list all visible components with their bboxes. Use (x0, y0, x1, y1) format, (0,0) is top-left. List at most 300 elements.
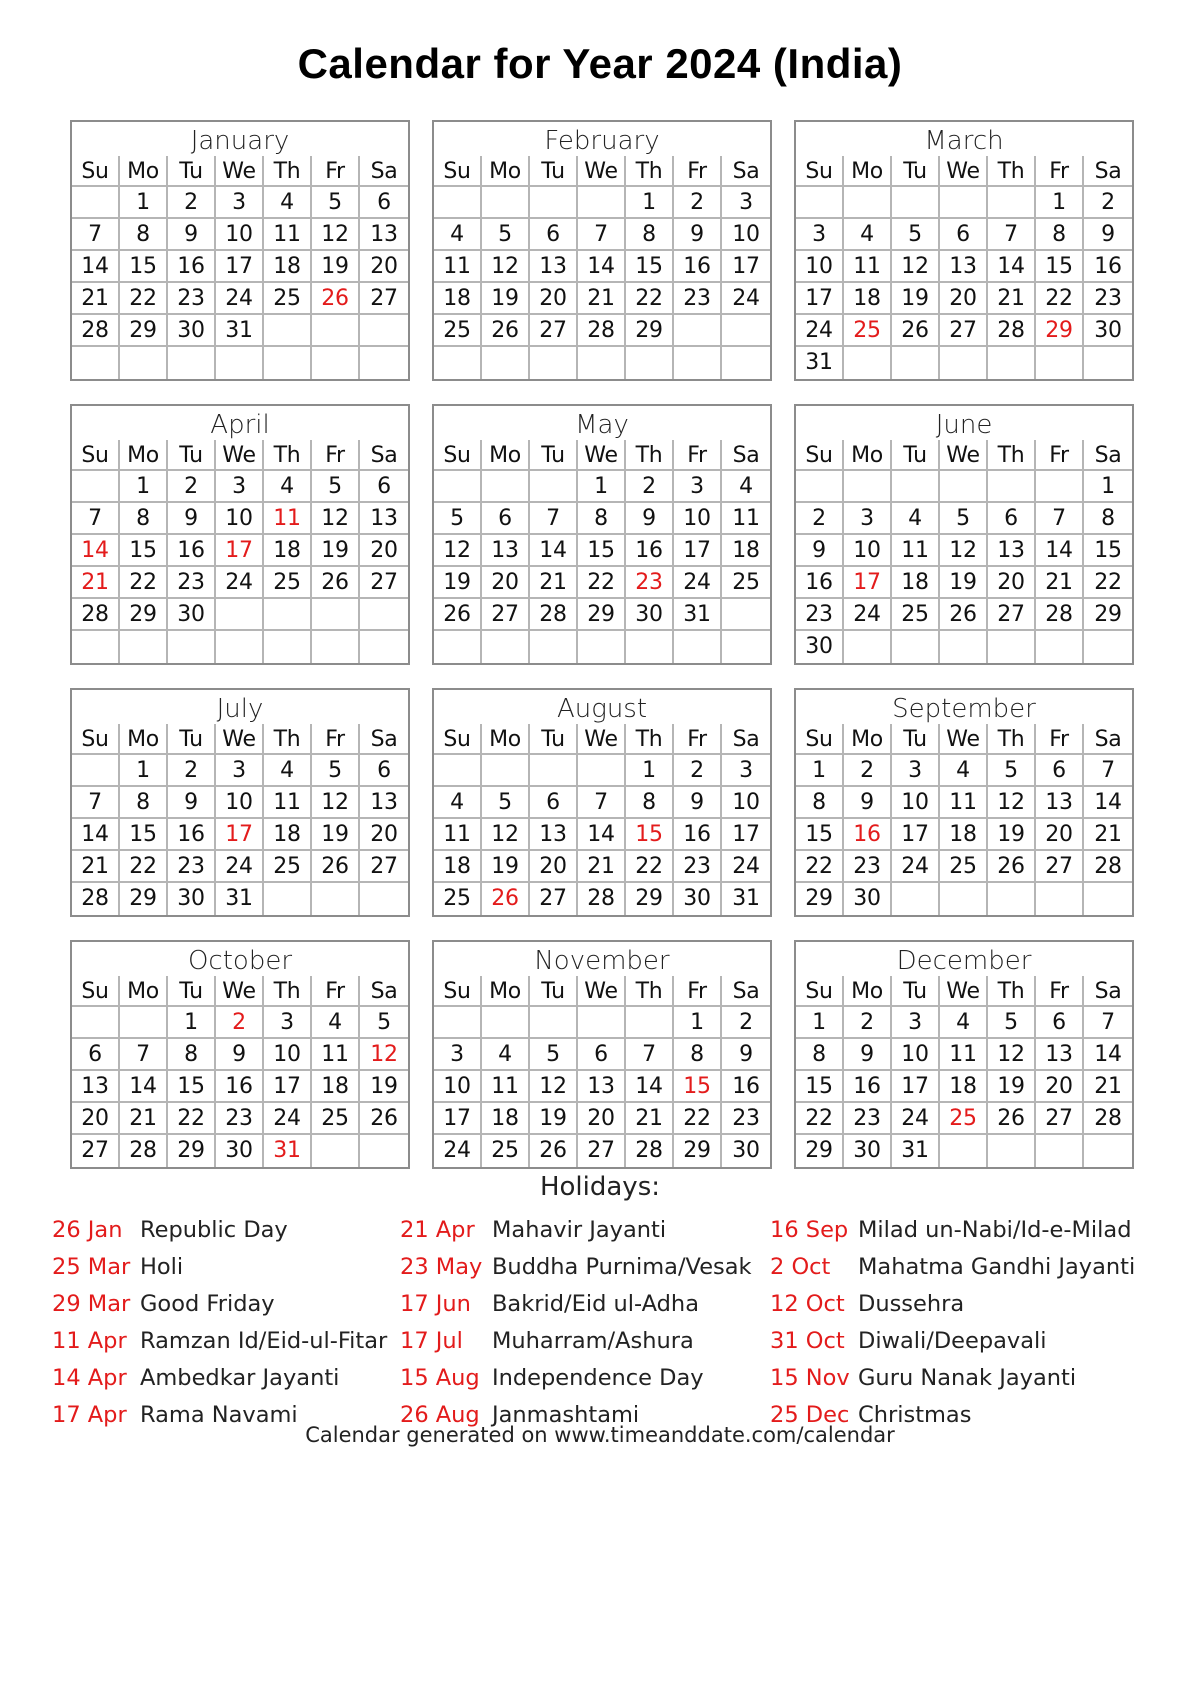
day-cell: 29 (578, 599, 626, 631)
holiday-day-cell: 25 (940, 1103, 988, 1135)
day-cell: 19 (312, 819, 360, 851)
day-cell: 3 (216, 471, 264, 503)
holiday-day-cell: 26 (482, 883, 530, 915)
day-cell: 24 (674, 567, 722, 599)
day-cell: 3 (844, 503, 892, 535)
weekday-header: Tu (530, 156, 578, 187)
holiday-entry (52, 1286, 387, 1323)
empty-cell (120, 631, 168, 663)
day-cell: 23 (796, 599, 844, 631)
holiday-date: 16 Sep (770, 1217, 849, 1243)
day-cell: 8 (626, 219, 674, 251)
weekday-header: Fr (312, 724, 360, 755)
day-cell: 27 (530, 315, 578, 347)
weekday-header: We (940, 976, 988, 1007)
day-cell: 14 (626, 1071, 674, 1103)
weekday-header: Fr (674, 724, 722, 755)
day-cell: 24 (796, 315, 844, 347)
day-cell: 13 (940, 251, 988, 283)
day-cell: 4 (264, 187, 312, 219)
weekday-header: Mo (120, 440, 168, 471)
day-cell: 24 (892, 1103, 940, 1135)
day-cell: 15 (1036, 251, 1084, 283)
day-cell: 10 (796, 251, 844, 283)
day-cell: 5 (530, 1039, 578, 1071)
day-cell: 27 (482, 599, 530, 631)
day-cell: 25 (434, 883, 482, 915)
day-cell: 22 (626, 851, 674, 883)
month-grid (72, 976, 408, 1167)
empty-cell (312, 1135, 360, 1167)
weekday-header: We (216, 156, 264, 187)
weekday-header: Th (626, 976, 674, 1007)
empty-cell (722, 631, 770, 663)
day-cell: 9 (168, 503, 216, 535)
day-cell: 12 (482, 251, 530, 283)
empty-cell (940, 1135, 988, 1167)
empty-cell (264, 315, 312, 347)
weekday-header: Mo (482, 156, 530, 187)
month-name: June (935, 410, 993, 440)
day-cell: 7 (1036, 503, 1084, 535)
day-cell: 19 (892, 283, 940, 315)
day-cell: 2 (168, 471, 216, 503)
day-cell: 21 (530, 567, 578, 599)
weekday-header: Mo (844, 156, 892, 187)
empty-cell (1036, 347, 1084, 379)
day-cell: 10 (892, 787, 940, 819)
holiday-entry (400, 1212, 752, 1249)
weekday-header: Fr (312, 156, 360, 187)
day-cell: 29 (168, 1135, 216, 1167)
holiday-entry (770, 1212, 1135, 1249)
day-cell: 4 (264, 755, 312, 787)
month-grid (434, 976, 770, 1167)
weekday-header: Fr (674, 976, 722, 1007)
day-cell: 28 (72, 315, 120, 347)
month-grid (796, 440, 1132, 663)
day-cell: 20 (360, 535, 408, 567)
empty-cell (264, 631, 312, 663)
empty-cell (940, 471, 988, 503)
day-cell: 10 (216, 787, 264, 819)
holiday-day-cell: 17 (844, 567, 892, 599)
day-cell: 1 (120, 755, 168, 787)
weekday-header: Sa (360, 440, 408, 471)
empty-cell (360, 315, 408, 347)
day-cell: 20 (482, 567, 530, 599)
day-cell: 13 (360, 787, 408, 819)
day-cell: 30 (844, 883, 892, 915)
day-cell: 17 (722, 251, 770, 283)
holiday-date: 12 Oct (770, 1291, 845, 1317)
month-grid (796, 976, 1132, 1167)
day-cell: 30 (168, 599, 216, 631)
weekday-header: Mo (482, 440, 530, 471)
day-cell: 10 (674, 503, 722, 535)
day-cell: 10 (216, 219, 264, 251)
weekday-header: Th (988, 440, 1036, 471)
holiday-entry (52, 1249, 387, 1286)
empty-cell (482, 1007, 530, 1039)
empty-cell (434, 347, 482, 379)
day-cell: 4 (892, 503, 940, 535)
weekday-header: Su (434, 976, 482, 1007)
day-cell: 8 (1036, 219, 1084, 251)
day-cell: 1 (674, 1007, 722, 1039)
day-cell: 18 (312, 1071, 360, 1103)
day-cell: 9 (1084, 219, 1132, 251)
holiday-name: Diwali/Deepavali (858, 1328, 1047, 1354)
day-cell: 25 (722, 567, 770, 599)
weekday-header: Sa (722, 156, 770, 187)
day-cell: 14 (578, 251, 626, 283)
day-cell: 16 (168, 819, 216, 851)
empty-cell (360, 883, 408, 915)
empty-cell (312, 599, 360, 631)
day-cell: 3 (264, 1007, 312, 1039)
weekday-header: Tu (892, 156, 940, 187)
empty-cell (578, 631, 626, 663)
day-cell: 29 (120, 883, 168, 915)
weekday-header: Fr (312, 440, 360, 471)
day-cell: 18 (892, 567, 940, 599)
holiday-day-cell: 17 (216, 819, 264, 851)
holiday-entry (770, 1249, 1135, 1286)
day-cell: 6 (1036, 755, 1084, 787)
day-cell: 29 (1084, 599, 1132, 631)
day-cell: 9 (168, 787, 216, 819)
holiday-name: Holi (140, 1254, 184, 1280)
day-cell: 1 (796, 755, 844, 787)
day-cell: 19 (482, 283, 530, 315)
day-cell: 4 (482, 1039, 530, 1071)
month-grid (434, 156, 770, 379)
day-cell: 28 (72, 599, 120, 631)
day-cell: 8 (168, 1039, 216, 1071)
day-cell: 22 (626, 283, 674, 315)
day-cell: 18 (722, 535, 770, 567)
day-cell: 30 (732, 1138, 760, 1163)
empty-cell (844, 471, 892, 503)
day-cell: 21 (1084, 1071, 1132, 1103)
day-cell: 11 (312, 1039, 360, 1071)
day-cell: 30 (168, 883, 216, 915)
empty-cell (1084, 1135, 1132, 1167)
empty-cell (482, 347, 530, 379)
holiday-date: 17 Jul (400, 1328, 463, 1354)
weekday-header: We (940, 440, 988, 471)
day-cell: 9 (168, 219, 216, 251)
holiday-name: Republic Day (140, 1217, 288, 1243)
holiday-date: 26 Aug (400, 1402, 480, 1428)
month-september (794, 688, 1134, 917)
day-cell: 19 (434, 567, 482, 599)
month-name: April (210, 410, 270, 440)
day-cell: 16 (168, 535, 216, 567)
day-cell: 2 (1084, 187, 1132, 219)
day-cell: 13 (578, 1071, 626, 1103)
month-february (432, 120, 772, 381)
day-cell: 22 (796, 1103, 844, 1135)
day-cell: 24 (216, 851, 264, 883)
month-name: September (892, 694, 1036, 724)
day-cell: 22 (578, 567, 626, 599)
day-cell: 12 (312, 503, 360, 535)
day-cell: 1 (168, 1007, 216, 1039)
day-cell: 8 (578, 503, 626, 535)
day-cell: 4 (722, 471, 770, 503)
day-cell: 9 (844, 787, 892, 819)
day-cell: 18 (264, 251, 312, 283)
holiday-name: Mahavir Jayanti (492, 1217, 667, 1243)
weekday-header: Mo (844, 724, 892, 755)
weekday-header: Th (264, 440, 312, 471)
empty-cell (988, 347, 1036, 379)
day-cell: 3 (216, 755, 264, 787)
day-cell: 14 (988, 251, 1036, 283)
day-cell: 19 (482, 851, 530, 883)
day-cell: 8 (674, 1039, 722, 1071)
weekday-header: Mo (844, 976, 892, 1007)
day-cell: 18 (844, 283, 892, 315)
day-cell: 27 (1036, 851, 1084, 883)
empty-cell (892, 631, 940, 663)
empty-cell (988, 883, 1036, 915)
weekday-header: We (578, 976, 626, 1007)
day-cell: 10 (722, 219, 770, 251)
day-cell: 20 (1036, 1071, 1084, 1103)
day-cell: 14 (1084, 787, 1132, 819)
day-cell: 2 (722, 1007, 770, 1039)
holiday-day-cell: 29 (1036, 315, 1084, 347)
day-cell: 20 (940, 283, 988, 315)
day-cell: 14 (578, 819, 626, 851)
holiday-date: 2 Oct (770, 1254, 831, 1280)
day-cell: 26 (482, 315, 530, 347)
empty-cell (722, 599, 770, 631)
day-cell: 5 (988, 1007, 1036, 1039)
month-grid (72, 440, 408, 663)
holiday-column (770, 1212, 1135, 1434)
weekday-header: Fr (1036, 156, 1084, 187)
day-cell: 22 (1036, 283, 1084, 315)
day-cell: 15 (578, 535, 626, 567)
day-cell: 19 (360, 1071, 408, 1103)
day-cell: 1 (578, 471, 626, 503)
day-cell: 19 (988, 1071, 1036, 1103)
empty-cell (1084, 883, 1132, 915)
day-cell: 4 (940, 1007, 988, 1039)
empty-cell (434, 187, 482, 219)
day-cell: 13 (530, 251, 578, 283)
day-cell: 15 (796, 1071, 844, 1103)
holiday-name: Buddha Purnima/Vesak (492, 1254, 752, 1280)
day-cell: 6 (360, 187, 408, 219)
holiday-entry (400, 1249, 752, 1286)
day-cell: 16 (674, 251, 722, 283)
holiday-date: 17 Jun (400, 1291, 471, 1317)
holiday-date: 21 Apr (400, 1217, 475, 1243)
day-cell: 7 (578, 787, 626, 819)
day-cell: 27 (530, 883, 578, 915)
weekday-header: Tu (892, 440, 940, 471)
empty-cell (530, 187, 578, 219)
weekday-header: We (940, 724, 988, 755)
empty-cell (168, 347, 216, 379)
empty-cell (674, 631, 722, 663)
holiday-entry (770, 1286, 1135, 1323)
day-cell: 1 (796, 1007, 844, 1039)
day-cell: 2 (674, 755, 722, 787)
day-cell: 30 (674, 883, 722, 915)
empty-cell (264, 883, 312, 915)
day-cell: 3 (722, 187, 770, 219)
day-cell: 21 (578, 283, 626, 315)
day-cell: 22 (674, 1103, 722, 1135)
empty-cell (626, 631, 674, 663)
day-cell: 12 (434, 535, 482, 567)
day-cell: 23 (168, 851, 216, 883)
day-cell: 25 (940, 851, 988, 883)
day-cell: 9 (722, 1039, 770, 1071)
day-cell: 24 (722, 851, 770, 883)
day-cell: 11 (722, 503, 770, 535)
day-cell: 6 (530, 219, 578, 251)
day-cell: 25 (482, 1135, 530, 1167)
empty-cell (940, 347, 988, 379)
day-cell: 23 (1084, 283, 1132, 315)
empty-cell (360, 1135, 408, 1167)
empty-cell (892, 471, 940, 503)
holiday-name: Good Friday (140, 1291, 275, 1317)
day-cell: 28 (626, 1135, 674, 1167)
day-cell: 17 (796, 283, 844, 315)
day-cell: 12 (988, 787, 1036, 819)
day-cell: 2 (796, 503, 844, 535)
empty-cell (578, 347, 626, 379)
day-cell: 18 (434, 851, 482, 883)
empty-cell (796, 187, 844, 219)
weekday-header: We (578, 724, 626, 755)
day-cell: 1 (120, 187, 168, 219)
day-cell: 4 (434, 219, 482, 251)
day-cell: 5 (482, 219, 530, 251)
weekday-header: Su (72, 156, 120, 187)
weekday-header: Tu (168, 724, 216, 755)
weekday-header: We (216, 440, 264, 471)
day-cell: 9 (216, 1039, 264, 1071)
month-may (432, 404, 772, 665)
month-name: January (190, 126, 290, 156)
day-cell: 22 (120, 283, 168, 315)
weekday-header: Th (626, 724, 674, 755)
day-cell: 26 (360, 1103, 408, 1135)
day-cell: 7 (578, 219, 626, 251)
day-cell: 31 (216, 883, 264, 915)
holiday-date: 14 Apr (52, 1365, 127, 1391)
day-cell: 15 (1084, 535, 1132, 567)
day-cell: 25 (264, 567, 312, 599)
weekday-header: Tu (530, 440, 578, 471)
holiday-entry (400, 1323, 752, 1360)
holiday-entry (770, 1323, 1135, 1360)
day-cell: 9 (674, 787, 722, 819)
day-cell: 7 (530, 503, 578, 535)
empty-cell (482, 187, 530, 219)
day-cell: 29 (796, 1135, 844, 1167)
day-cell: 18 (482, 1103, 530, 1135)
weekday-header: We (578, 440, 626, 471)
day-cell: 13 (482, 535, 530, 567)
day-cell: 15 (120, 535, 168, 567)
day-cell: 29 (674, 1135, 722, 1167)
day-cell: 26 (312, 851, 360, 883)
day-cell: 10 (722, 787, 770, 819)
weekday-header: Tu (168, 156, 216, 187)
holiday-day-cell: 25 (844, 315, 892, 347)
weekday-header: Su (434, 156, 482, 187)
empty-cell (940, 631, 988, 663)
holiday-day-cell: 26 (312, 283, 360, 315)
holiday-name: Bakrid/Eid ul-Adha (492, 1291, 699, 1317)
empty-cell (844, 631, 892, 663)
day-cell: 20 (530, 283, 578, 315)
day-cell: 15 (796, 819, 844, 851)
empty-cell (626, 1007, 674, 1039)
empty-cell (72, 187, 120, 219)
weekday-header: Mo (482, 976, 530, 1007)
empty-cell (434, 631, 482, 663)
day-cell: 25 (264, 851, 312, 883)
month-name: August (556, 694, 648, 724)
day-cell: 4 (312, 1007, 360, 1039)
day-cell: 31 (796, 347, 844, 379)
day-cell: 21 (1084, 819, 1132, 851)
day-cell: 13 (988, 535, 1036, 567)
empty-cell (674, 315, 722, 347)
day-cell: 16 (796, 567, 844, 599)
empty-cell (940, 187, 988, 219)
day-cell: 5 (312, 187, 360, 219)
day-cell: 25 (312, 1103, 360, 1135)
empty-cell (434, 755, 482, 787)
day-cell: 23 (674, 851, 722, 883)
day-cell: 20 (578, 1103, 626, 1135)
day-cell: 1 (1084, 471, 1132, 503)
day-cell: 3 (892, 1007, 940, 1039)
weekday-header: Th (264, 156, 312, 187)
day-cell: 20 (530, 851, 578, 883)
day-cell: 1 (626, 755, 674, 787)
empty-cell (988, 471, 1036, 503)
day-cell: 6 (530, 787, 578, 819)
empty-cell (72, 471, 120, 503)
month-grid (434, 440, 770, 663)
day-cell: 1 (626, 187, 674, 219)
weekday-header: Sa (722, 440, 770, 471)
weekday-header: Th (626, 156, 674, 187)
day-cell: 24 (892, 851, 940, 883)
empty-cell (360, 599, 408, 631)
day-cell: 20 (1036, 819, 1084, 851)
weekday-header: Su (434, 440, 482, 471)
empty-cell (722, 315, 770, 347)
day-cell: 7 (72, 219, 120, 251)
day-cell: 2 (844, 1007, 892, 1039)
day-cell: 24 (722, 283, 770, 315)
day-cell: 15 (168, 1071, 216, 1103)
